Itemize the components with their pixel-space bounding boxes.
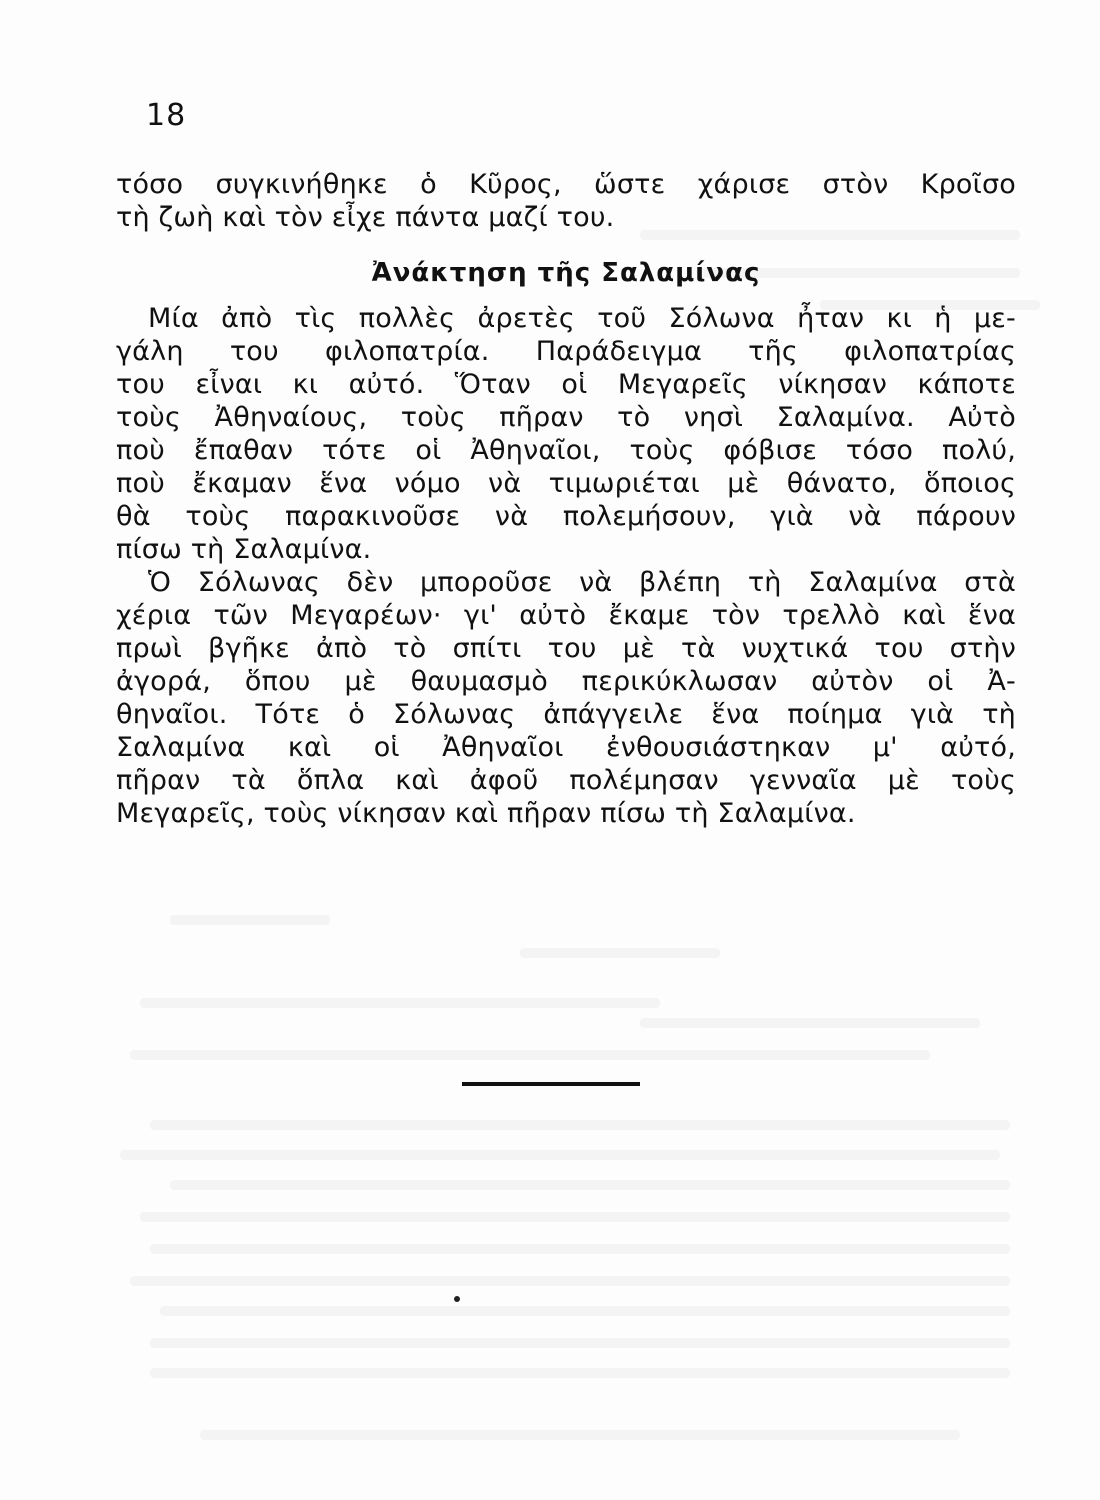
ink-dot [454,1296,460,1302]
text-line: τόσο συγκινήθηκε ὁ Κῦρος, ὥστε χάρισε στὸν Κροῖσο [116,169,1016,200]
text-line: Μία ἀπὸ τὶς πολλὲς ἀρετὲς τοῦ Σόλωνα ἦταν κι ἡ με- [148,303,1016,334]
page-number: 18 [146,98,187,133]
text-line: γάλη του φιλοπατρία. Παράδειγμα τῆς φιλοπατρίας [116,336,1016,367]
text-line: Ὁ Σόλωνας δὲν μποροῦσε νὰ βλέπη τὴ Σαλαμίνα στὰ [148,567,1016,598]
text-line: πῆραν τὰ ὅπλα καὶ ἀφοῦ πολέμησαν γενναῖα μὲ τοὺς [116,765,1016,796]
text-line: χέρια τῶν Μεγαρέων· γι' αὐτὸ ἔκαμε τὸν τρελλὸ καὶ ἕνα [116,600,1016,631]
text-line: ποὺ ἔκαμαν ἕνα νόμο νὰ τιμωριέται μὲ θάνατο, ὅποιος [116,468,1016,499]
intro-paragraph [116,168,1016,234]
text-line: Μεγαρεῖς, τοὺς νίκησαν καὶ πῆραν πίσω τὴ Σαλαμίνα. [116,798,856,829]
section-divider-rule [462,1082,640,1086]
paragraph-1 [116,302,1016,566]
text-line: τοὺς Ἀθηναίους, τοὺς πῆραν τὸ νησὶ Σαλαμίνα. Αὐτὸ [116,402,1016,433]
text-line: πίσω τὴ Σαλαμίνα. [116,534,372,565]
page-content [116,168,1016,830]
text-line: πρωὶ βγῆκε ἀπὸ τὸ σπίτι του μὲ τὰ νυχτικά του στὴν [116,633,1016,664]
text-line: του εἶναι κι αὐτό. Ὅταν οἱ Μεγαρεῖς νίκησαν κάποτε [116,369,1016,400]
section-title: Ἀνάκτηση τῆς Σαλαμίνας [371,258,761,288]
text-line: θηναῖοι. Τότε ὁ Σόλωνας ἀπάγγειλε ἕνα ποίημα γιὰ τὴ [116,699,1016,730]
paragraph-2 [116,566,1016,830]
text-line: τὴ ζωὴ καὶ τὸν εἶχε πάντα μαζί του. [116,202,615,233]
text-line: θὰ τοὺς παρακινοῦσε νὰ πολεμήσουν, γιὰ νὰ πάρουν [116,501,1016,532]
text-line: ἀγορά, ὅπου μὲ θαυμασμὸ περικύκλωσαν αὐτὸν οἱ Ἀ- [116,666,1016,697]
text-line: ποὺ ἔπαθαν τότε οἱ Ἀθηναῖοι, τοὺς φόβισε τόσο πολύ, [116,435,1016,466]
text-line: Σαλαμίνα καὶ οἱ Ἀθηναῖοι ἐνθουσιάστηκαν μ' αὐτό, [116,732,1016,763]
